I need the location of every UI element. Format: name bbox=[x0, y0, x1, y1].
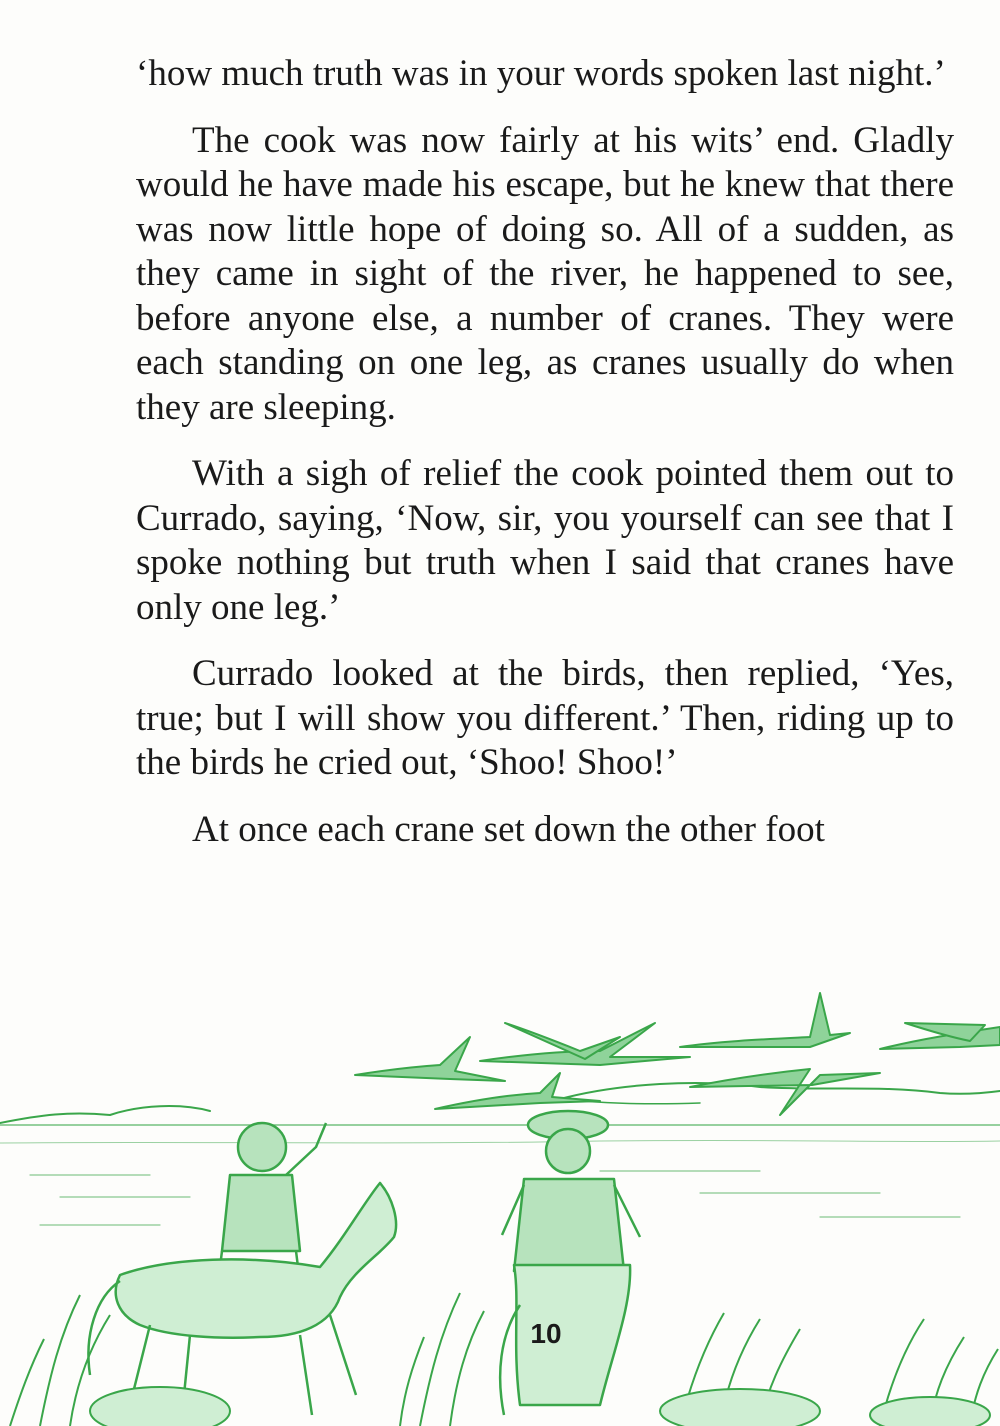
cranes-riverside-illustration bbox=[0, 975, 1000, 1426]
paragraph-cook-wits-end: The cook was now fairly at his wits’ end. Gladly would he have made his escape, but he knew that there was now little hope of doing so. All of a sudden, as they came in sight of the river, he happened to see, before anyone else, a number of cranes. They were each standing on one leg, as cranes usually do when they are sleeping. bbox=[136, 119, 954, 428]
page-number: 10 bbox=[530, 1318, 562, 1349]
cook-rider bbox=[502, 1111, 640, 1271]
crane-5 bbox=[680, 993, 850, 1047]
paragraph-continued: ‘how much truth was in your words spoken last night.’ bbox=[136, 53, 946, 94]
paragraph-sigh-of-relief: With a sigh of relief the cook pointed them out to Currado, saying, ‘Now, sir, you yourself can see that I spoke nothing but truth when I said that cranes have only one leg.’ bbox=[136, 453, 954, 628]
crane-1 bbox=[355, 1037, 505, 1081]
paragraph-currado-replied: Currado looked at the birds, then replied, ‘Yes, true; but I will show you different.’ Then, riding up to the birds he cried out, ‘Shoo! Shoo!’ bbox=[136, 653, 954, 783]
crane-6 bbox=[690, 1069, 880, 1115]
story-text bbox=[136, 52, 954, 852]
paragraph-crane-set-down: At once each crane set down the other foot bbox=[192, 808, 825, 850]
